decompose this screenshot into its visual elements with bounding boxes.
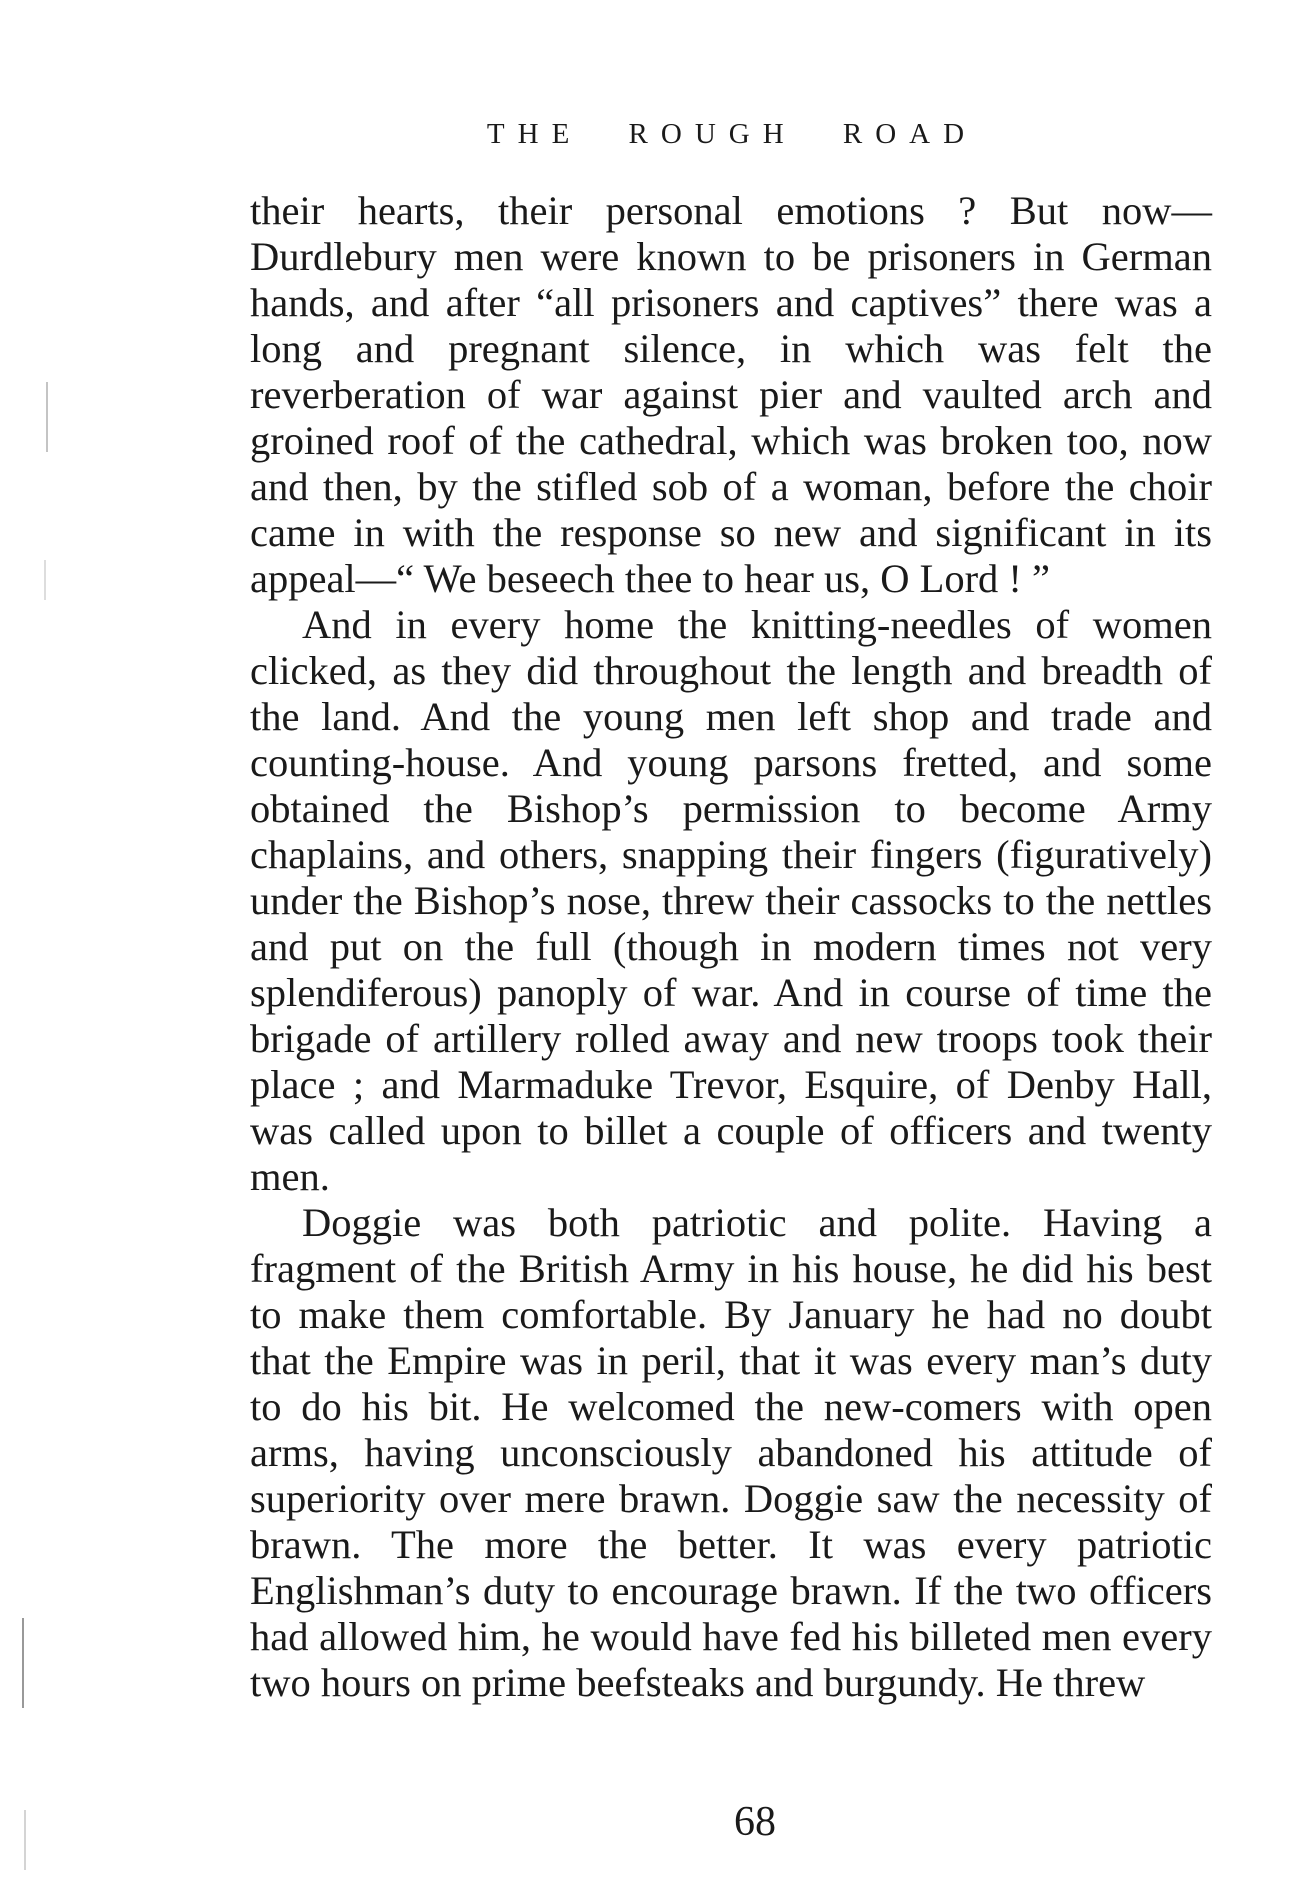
paragraph-2: And in every home the knitting-needles of women clicked, as they did throughout the length and breadth of the land. And the young men left shop and trade and counting-house. And young parsons fretted, and some obtained the Bishop’s permission to become Army chaplains, and others, snapping their fingers (figuratively) under the Bishop’s nose, threw their cassocks to the nettles and put on the full (though in modern times not very splendiferous) panoply of war. And in course of time the brigade of artillery rolled away and new troops took their place ; and Marmaduke Trevor, Esquire, of Denby Hall, was called upon to billet a couple of officers and twenty men. — [250, 602, 1212, 1199]
scan-artifact — [46, 382, 48, 452]
paragraph-3: Doggie was both patriotic and polite. Having a fragment of the British Army in his house, he did his best to make them comfortable. By January he had no doubt that the Empire was in peril, that it was every man’s duty to do his bit. He welcomed the new-comers with open arms, having unconsciously abandoned his attitude of superiority over mere brawn. Doggie saw the necessity of brawn. The more the better. It was every patriotic Englishman’s duty to encourage brawn. If the two officers had allowed him, he would have fed his billeted men every two hours on prime beefsteaks and burgundy. He threw — [250, 1200, 1212, 1705]
running-head: THE ROUGH ROAD — [486, 118, 978, 150]
scan-artifact — [44, 560, 46, 600]
body-text — [250, 188, 1212, 1706]
paragraph-1: their hearts, their personal emotions ? But now— Durdlebury men were known to be prisoners in German hands, and after “all prisoners and captives” there was a long and pregnant silence, in which was felt the reverberation of war against pier and vaulted arch and groined roof of the cathedral, which was broken too, now and then, by the stifled sob of a woman, before the choir came in with the response so new and significant in its appeal—“ We beseech thee to hear us, O Lord ! ” — [250, 188, 1212, 601]
scan-artifact — [22, 1618, 24, 1708]
scan-artifact — [24, 1810, 26, 1870]
page-number: 68 — [734, 1799, 776, 1845]
